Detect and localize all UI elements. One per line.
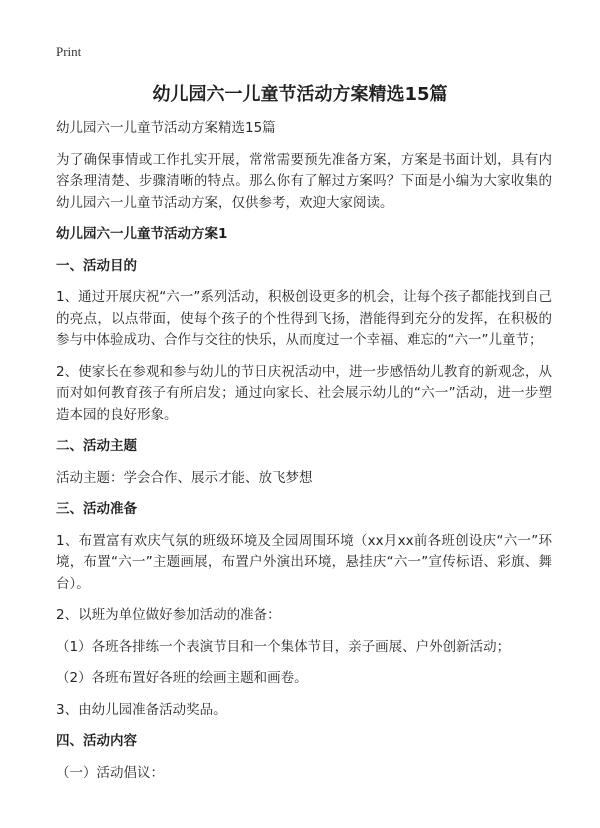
document-subtitle: 幼儿园六一儿童节活动方案精选15篇	[56, 120, 276, 136]
paragraph: 2、以班为单位做好参加活动的准备：	[56, 607, 281, 623]
section-heading-theme: 二、活动主题	[56, 438, 137, 454]
print-link[interactable]: Print	[56, 44, 82, 59]
paragraph: 活动主题：学会合作、展示才能、放飞梦想	[56, 469, 313, 486]
document-title: 幼儿园六一儿童节活动方案精选15篇	[152, 84, 448, 105]
section-heading-purpose: 一、活动目的	[56, 257, 137, 274]
paragraph: 1、布置富有欢庆气氛的班级环境及全园周围环境（xx月xx前各班创设庆“六一”环境，布置“六一”主题画展，布置户外演出环境，悬挂庆“六一”宣传标语、彩旗、舞台）。	[56, 532, 552, 592]
paragraph: 2、使家长在参观和参与幼儿的节日庆祝活动中，进一步感悟幼儿教育的新观念，从而对如何教育孩子有所启发；通过向家长、社会展示幼儿的“六一”活动，进一步塑造本园的良好形象。	[56, 363, 552, 423]
section-heading-content: 四、活动内容	[56, 733, 137, 749]
paragraph: （1）各班各排练一个表演节目和一个集体节目，亲子画展、户外创新活动；	[56, 638, 511, 655]
paragraph: 3、由幼儿园准备活动奖品。	[56, 701, 227, 718]
paragraph: （2）各班布置好各班的绘画主题和画卷。	[56, 670, 308, 686]
intro-paragraph: 为了确保事情或工作扎实开展，常常需要预先准备方案，方案是书面计划，具有内容条理清楚、步骤清晰的特点。那么你有了解过方案吗？下面是小编为大家收集的幼儿园六一儿童节活动方案，仅供参考，欢迎大家阅读。	[56, 151, 552, 211]
plan-heading: 幼儿园六一儿童节活动方案1	[56, 226, 228, 242]
section-heading-preparation: 三、活动准备	[56, 501, 137, 517]
paragraph: （一）活动倡议：	[56, 764, 164, 781]
paragraph: 1、通过开展庆祝“六一”系列活动，积极创设更多的机会，让每个孩子都能找到自己的亮点，以点带面，使每个孩子的个性得到飞扬，潜能得到充分的发挥，在积极的参与中体验成功、合作与交往的快乐，从而度过一个幸福、难忘的“六一”儿童节；	[56, 289, 552, 348]
document-body	[56, 118, 552, 794]
